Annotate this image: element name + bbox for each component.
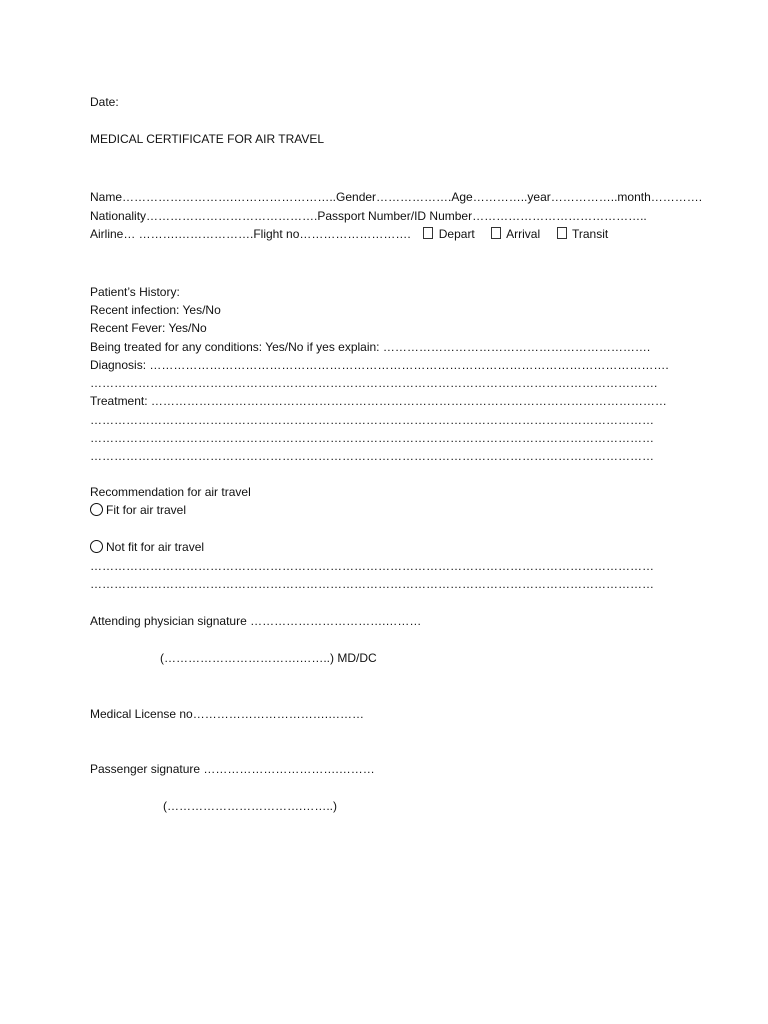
- airline-flight-field: Airline… ……….……………….Flight no……………………….: [90, 227, 411, 241]
- diagnosis-line: Diagnosis: ………………………………………………………………………………………………………………….: [90, 358, 669, 372]
- patient-history-heading: Patient’s History:: [90, 285, 180, 299]
- treatment-continuation: ……………………………………………………………………………………………………………………………: [90, 449, 654, 463]
- fit-radio-icon[interactable]: [90, 503, 103, 516]
- not-fit-label: Not fit for air travel: [106, 540, 205, 554]
- depart-label: Depart: [438, 227, 475, 241]
- travel-line: [90, 227, 608, 241]
- treatment-line: Treatment: …………………………………………………………………………………………………………………: [90, 394, 667, 408]
- date-label: Date:: [90, 95, 119, 109]
- transit-label: Transit: [571, 227, 609, 241]
- arrival-label: Arrival: [506, 227, 541, 241]
- recent-fever-line: Recent Fever: Yes/No: [90, 321, 207, 335]
- not-fit-option[interactable]: [90, 540, 204, 554]
- nationality-line: Nationality…………………………………….Passport Number/ID Number……………………………………..: [90, 209, 647, 223]
- medical-license-line: Medical License no…………………………….………: [90, 707, 365, 721]
- fit-option[interactable]: [90, 503, 186, 517]
- personal-info-line: Name……………………….……………………..Gender……………….Age…………..year……………..month………….: [90, 190, 703, 204]
- fit-label: Fit for air travel: [106, 503, 187, 517]
- passenger-name-line: (…………………………….……..): [163, 799, 337, 813]
- passenger-signature-line: Passenger signature …………………………….………: [90, 762, 375, 776]
- recent-infection-line: Recent infection: Yes/No: [90, 303, 221, 317]
- transit-checkbox[interactable]: [557, 227, 567, 239]
- treatment-continuation: ……………………………………………………………………………………………………………………………: [90, 431, 654, 445]
- physician-signature-line: Attending physician signature …………………………….………: [90, 614, 422, 628]
- depart-checkbox[interactable]: [423, 227, 433, 239]
- diagnosis-continuation: …………………………………………………………………………………………………………………………….: [90, 376, 658, 390]
- recommendation-heading: Recommendation for air travel: [90, 485, 251, 499]
- being-treated-line: Being treated for any conditions: Yes/No if yes explain: ………………………………………………………….: [90, 340, 651, 354]
- treatment-continuation: ……………………………………………………………………………………………………………………………: [90, 413, 654, 427]
- recommendation-notes-line: ……………………………………………………………………………………………………………………………: [90, 577, 654, 591]
- recommendation-notes-line: ……………………………………………………………………………………………………………………………: [90, 559, 654, 573]
- document-title: MEDICAL CERTIFICATE FOR AIR TRAVEL: [90, 132, 325, 146]
- not-fit-radio-icon[interactable]: [90, 540, 103, 553]
- arrival-checkbox[interactable]: [491, 227, 501, 239]
- physician-name-line: (…………………………….……..) MD/DC: [160, 651, 377, 665]
